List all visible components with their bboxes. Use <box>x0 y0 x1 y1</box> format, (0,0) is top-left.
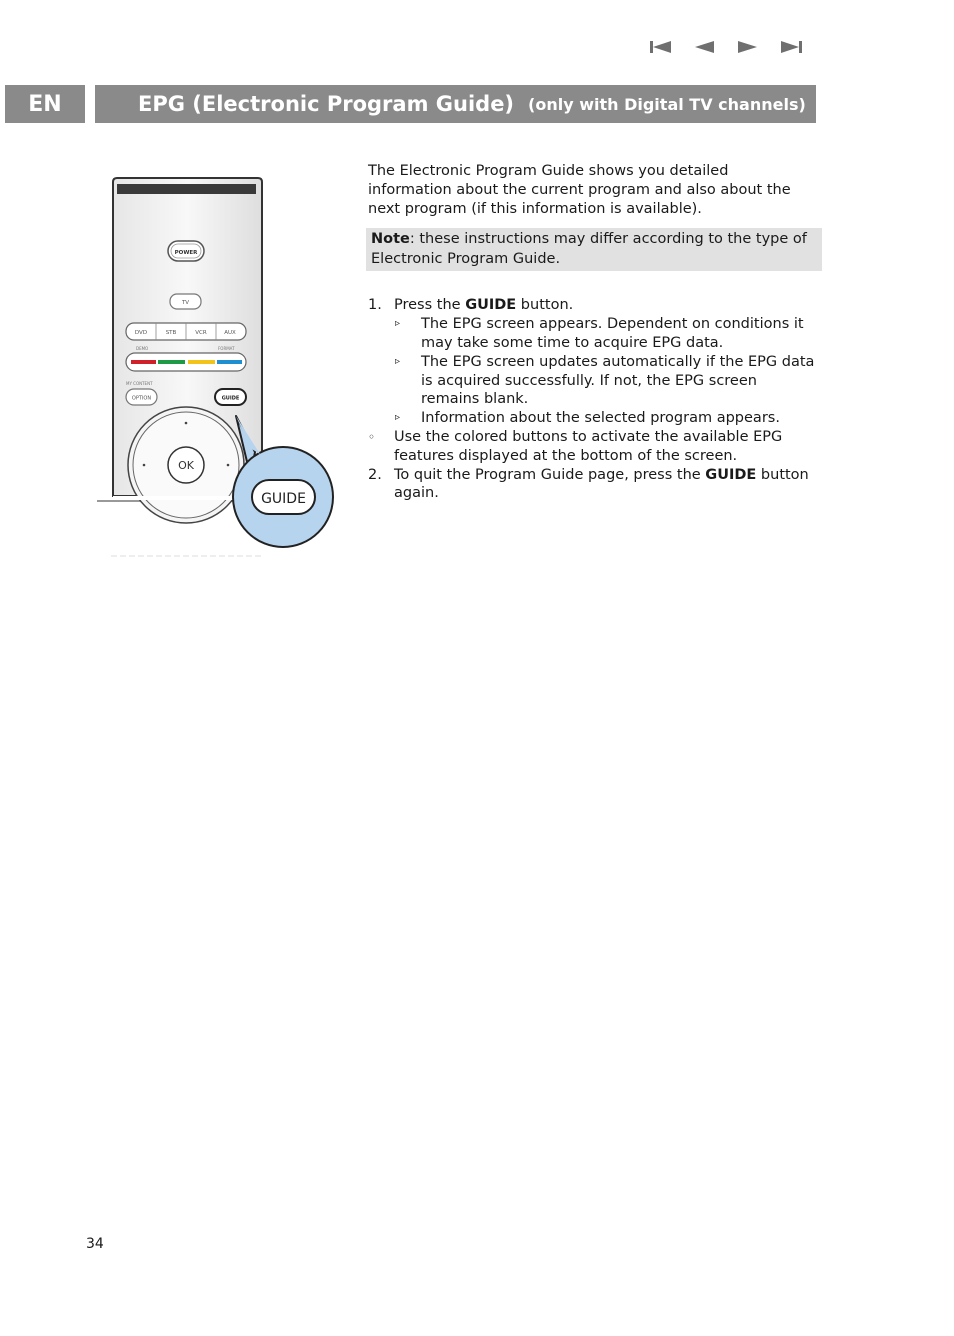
result-2-text: The EPG screen updates automatically if the EPG data is acquired successfully. If not, the EPG screen remains blank. <box>421 353 815 408</box>
ok-button <box>168 447 204 483</box>
format-label: FORMAT <box>218 346 235 351</box>
guide-callout <box>233 416 333 547</box>
source-vcr: VCR <box>195 330 207 336</box>
yellow-key <box>188 360 215 364</box>
page-number: 34 <box>86 1236 104 1252</box>
guide-button <box>215 389 246 405</box>
page-subtitle: (only with Digital TV channels) <box>528 94 806 114</box>
step-1-text-pre: Press the <box>394 297 466 314</box>
guide-small-label: GUIDE <box>221 395 240 402</box>
step-2-text-pre: To quit the Program Guide page, press the <box>394 466 706 483</box>
step-2-number: 2. <box>368 466 382 483</box>
step-1-guide-keyword: GUIDE <box>465 297 517 314</box>
color-buttons-bullet <box>368 428 816 466</box>
demo-label: DEMO <box>136 346 149 351</box>
intro-paragraph: The Electronic Program Guide shows you detailed information about the current program and also about the next program (if this information is available). <box>368 163 791 217</box>
guide-callout-label: GUIDE <box>261 491 306 507</box>
power-label: POWER <box>174 250 198 256</box>
tv-button <box>170 294 201 309</box>
main-content <box>368 162 816 503</box>
source-aux: AUX <box>224 330 236 336</box>
remote-control-drawing <box>95 170 345 570</box>
note-text: : these instructions may differ according to the type of Electronic Program Guide. <box>371 231 807 268</box>
source-buttons <box>126 323 246 340</box>
green-key <box>158 360 185 364</box>
language-label: EN <box>28 91 62 117</box>
step-1-result-1 <box>368 315 816 353</box>
red-key <box>131 360 156 364</box>
note-box <box>366 228 822 271</box>
step-2-text-post: button again. <box>394 466 809 502</box>
instruction-list <box>368 296 816 503</box>
previous-page-icon[interactable] <box>694 38 716 56</box>
step-1-number: 1. <box>368 297 382 314</box>
step-1-result-3 <box>368 409 816 428</box>
source-dvd: DVD <box>134 330 148 336</box>
note-label: Note <box>371 231 410 248</box>
result-arrow-icon: ▹ <box>395 355 401 367</box>
step-1-text-post: button. <box>516 297 574 314</box>
color-keys <box>126 353 246 371</box>
bullet-text: Use the colored buttons to activate the available EPG features displayed at the bottom of the screen. <box>394 428 783 464</box>
tv-label: TV <box>181 300 190 306</box>
step-1-result-2 <box>368 353 816 409</box>
step-2-guide-keyword: GUIDE <box>705 466 757 483</box>
result-3-text: Information about the selected program appears. <box>421 410 780 427</box>
next-page-icon[interactable] <box>737 38 759 56</box>
page-navigation <box>648 38 808 62</box>
page-title: EPG (Electronic Program Guide) <box>138 92 515 116</box>
step-2 <box>368 466 816 504</box>
bullet-circle-icon: ◦ <box>368 429 376 444</box>
last-page-icon[interactable] <box>781 38 803 56</box>
section-title-bar <box>95 85 816 123</box>
power-button <box>168 241 204 261</box>
remote-illustration <box>95 170 345 570</box>
blue-key <box>217 360 242 364</box>
step-1 <box>368 296 816 315</box>
result-arrow-icon: ▹ <box>395 318 401 330</box>
my-content-label: MY CONTENT <box>126 381 153 386</box>
result-1-text: The EPG screen appears. Dependent on conditions it may take some time to acquire EPG data. <box>421 316 804 351</box>
source-stb: STB <box>165 330 177 336</box>
option-label: OPTION <box>131 395 152 402</box>
result-arrow-icon: ▹ <box>395 412 401 424</box>
option-button <box>126 389 157 405</box>
first-page-icon[interactable] <box>650 38 672 56</box>
ok-label: OK <box>178 459 194 472</box>
language-tab <box>5 85 85 123</box>
